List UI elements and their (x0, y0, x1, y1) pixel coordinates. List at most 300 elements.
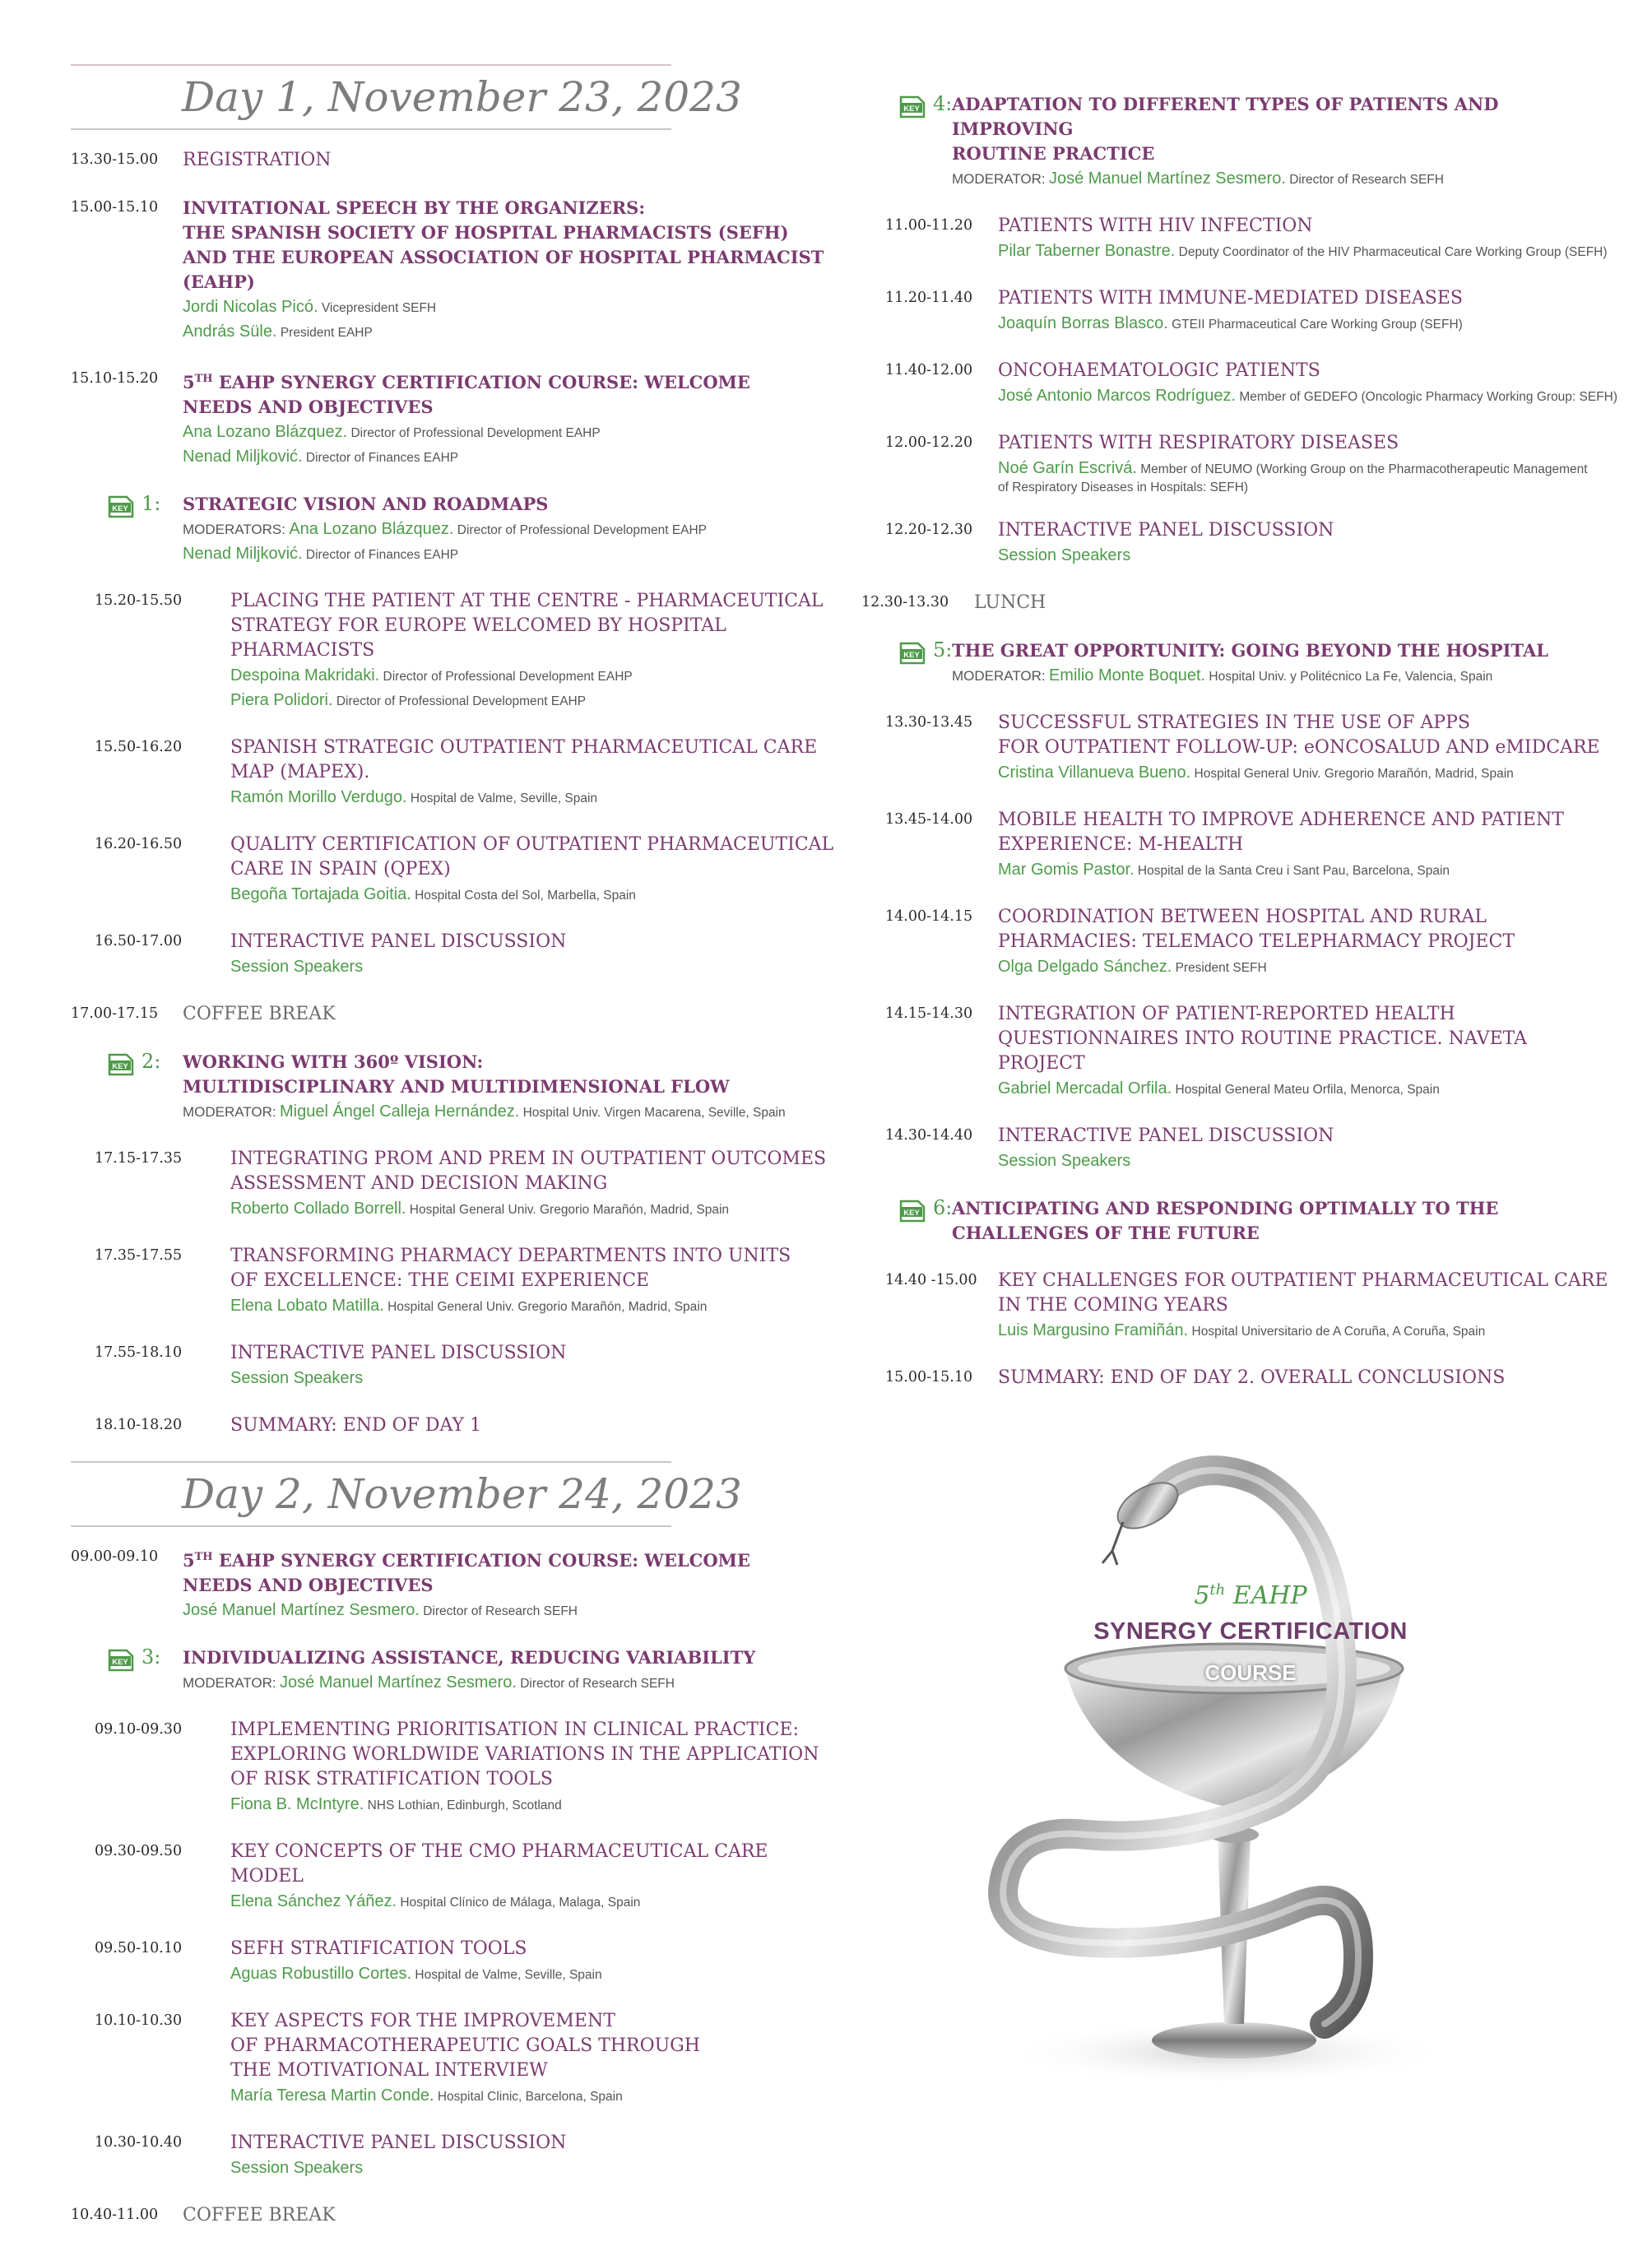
session-title-line (998, 736, 1618, 760)
speaker (230, 1792, 836, 1817)
speaker-name: José Manuel Martínez Sesmero. (183, 1601, 420, 1619)
title-text: SEFH STRATIFICATION TOOLS (230, 1938, 527, 1959)
key-icon (898, 1198, 926, 1224)
title-text: SUMMARY: END OF DAY 1 (230, 1415, 482, 1436)
key-session-body (952, 92, 1618, 191)
session-body (998, 1002, 1618, 1101)
session-body (998, 518, 1618, 568)
svg-text:KEY: KEY (112, 1062, 128, 1071)
title-text: PATIENTS WITH HIV INFECTION (998, 216, 1313, 236)
session-time: 11.40-12.00 (885, 362, 973, 378)
session-time: 15.10-15.20 (71, 370, 159, 387)
speaker (998, 1076, 1618, 1101)
speaker (183, 295, 836, 319)
session-title-line (230, 760, 836, 785)
moderator-label: MODERATOR: (952, 171, 1046, 187)
speaker (998, 1318, 1618, 1343)
speaker-name: Ana Lozano Blázquez. (183, 423, 348, 441)
key-icon (898, 94, 926, 120)
speaker-name: Session Speakers (230, 1369, 364, 1387)
session-body (206, 2009, 836, 2108)
speaker (183, 1598, 836, 1622)
session-body (206, 1840, 836, 1914)
session-title-line (183, 220, 836, 245)
session-title-line (230, 1147, 836, 1172)
schedule-item (861, 1002, 1618, 1101)
speaker-name: Olga Delgado Sánchez. (998, 958, 1172, 976)
moderator-affiliation: Director of Research SEFH (1289, 173, 1444, 187)
session-title-line (230, 2131, 836, 2156)
key-badge-icon (898, 640, 926, 666)
key-session-body (183, 492, 836, 566)
speaker-name: Piera Polidori. (230, 691, 333, 709)
session-time: 15.00-15.10 (885, 1369, 973, 1385)
session-time: 10.30-10.40 (95, 2134, 183, 2151)
session-time: 16.50-17.00 (95, 933, 183, 949)
session-title-line (230, 1413, 836, 1438)
session-title-line (183, 1545, 836, 1573)
title-text: IMPLEMENTING PRIORITISATION IN CLINICAL PRACTICE: (230, 1720, 799, 1740)
session-time: 12.20-12.30 (885, 522, 973, 538)
session-title-line (230, 857, 836, 882)
session-time: 14.00-14.15 (885, 908, 973, 925)
key-session-title-line: ADAPTATION TO DIFFERENT TYPES OF PATIENTS AND IMPROVING (952, 94, 1499, 139)
speaker-name: Fiona B. McIntyre. (230, 1795, 364, 1813)
session-title-line (998, 1027, 1618, 1076)
key-number: 6: (933, 1196, 953, 1219)
session-title-line (230, 2034, 836, 2058)
session-body (998, 905, 1618, 979)
session-time: 10.10-10.30 (95, 2012, 183, 2029)
session-title-line (998, 808, 1618, 833)
speaker (998, 383, 1618, 408)
session-body (206, 2131, 836, 2180)
speaker-name: Noé Garín Escrivá. (998, 459, 1137, 477)
key-icon (107, 1647, 135, 1673)
session-title-line (230, 1840, 836, 1889)
title-text: INTERACTIVE PANEL DISCUSSION (230, 1343, 567, 1363)
session-time: 14.30-14.40 (885, 1127, 973, 1144)
speaker-affiliation: Hospital Universitario de A Coruña, A Coruña, Spain (1191, 1325, 1486, 1339)
logo-edition (1086, 1581, 1415, 1610)
title-text: OF PHARMACOTHERAPEUTIC GOALS THROUGH (230, 2035, 700, 2056)
speaker-affiliation: Director of Research SEFH (423, 1604, 578, 1618)
session-body (206, 736, 836, 810)
title-text: NEEDS AND OBJECTIVES (183, 397, 434, 417)
speaker (230, 954, 836, 979)
speaker-affiliation: Hospital Clínico de Málaga, Malaga, Spain (400, 1896, 641, 1910)
title-text: PHARMACISTS (230, 640, 375, 661)
day2-bottom-rule (71, 1525, 671, 1527)
title-text: INVITATIONAL SPEECH BY THE ORGANIZERS: (183, 197, 646, 218)
title-text: EXPLORING WORLDWIDE VARIATIONS IN THE APPLICATION (230, 1744, 819, 1765)
session-title-line (230, 1244, 836, 1269)
speaker-affiliation: Hospital General Univ. Gregorio Marañón, Madrid, Spain (409, 1203, 730, 1217)
title-text: COORDINATION BETWEEN HOSPITAL AND RURAL (998, 907, 1487, 927)
schedule-item (71, 1002, 836, 1027)
key-badge-icon (107, 1051, 135, 1078)
session-time: 09.10-09.30 (95, 1721, 183, 1738)
speaker-name: José Antonio Marcos Rodríguez. (998, 387, 1237, 405)
key-session-title: THE GREAT OPPORTUNITY: GOING BEYOND THE HOSPITAL (952, 640, 1549, 661)
speaker-affiliation-cont: of Respiratory Diseases in Hospitals: SEFH) (998, 480, 1249, 494)
speaker-affiliation: Director of Professional Development EAHP (336, 694, 587, 708)
session-title: COFFEE BREAK (183, 2205, 336, 2225)
key-badge (861, 92, 952, 191)
session-title-line (183, 367, 836, 395)
moderator-row (183, 517, 836, 541)
key-badge (861, 638, 952, 688)
title-text: ASSESSMENT AND DECISION MAKING (230, 1173, 608, 1194)
key-session-title-line: WORKING WITH 360º VISION: (183, 1051, 484, 1072)
session-title-line (998, 286, 1618, 311)
speaker-affiliation: Hospital de Valme, Seville, Spain (415, 1968, 602, 1982)
session-body (998, 1366, 1618, 1390)
session-title-line (998, 1124, 1618, 1149)
left-column (71, 0, 836, 2251)
speaker (183, 444, 836, 469)
session-time: 14.40 -15.00 (885, 1272, 977, 1288)
speaker (183, 420, 836, 444)
session-title-line (230, 614, 836, 638)
session-title-line (998, 214, 1618, 239)
schedule-item (71, 736, 836, 810)
session-body (998, 286, 1618, 336)
session-title-line (230, 736, 836, 760)
moderator-label: MODERATOR: (183, 1675, 276, 1691)
key-session-body (183, 1645, 836, 1695)
day1-header (71, 64, 836, 130)
speaker-name: András Süle. (183, 323, 277, 341)
session-time: 16.20-16.50 (95, 836, 183, 852)
title-text: CARE IN SPAIN (QPEX) (230, 859, 451, 880)
schedule-item (861, 431, 1618, 495)
key-icon (107, 494, 135, 520)
moderator-row (183, 541, 836, 566)
moderator-name: Emilio Monte Boquet. (1048, 666, 1206, 685)
session-time: 15.50-16.20 (95, 739, 183, 755)
key-number: 1: (142, 492, 161, 515)
title-text: THE SPANISH SOCIETY OF HOSPITAL PHARMACISTS (SEFH) (183, 222, 789, 243)
session-time: 17.35-17.55 (95, 1247, 183, 1264)
moderator-label: MODERATOR: (952, 668, 1046, 684)
speaker-name: Session Speakers (998, 1152, 1131, 1170)
moderator-name: Miguel Ángel Calleja Hernández. (279, 1102, 520, 1121)
key-session-header (861, 1196, 1618, 1246)
speaker-name: Mar Gomis Pastor. (998, 861, 1135, 879)
day1-title: Day 1, November 23, 2023 (182, 73, 742, 121)
title-text: INTEGRATION OF PATIENT-REPORTED HEALTH (998, 1004, 1455, 1024)
key-icon (107, 1051, 135, 1078)
schedule-item (861, 518, 1618, 568)
session-title-line (183, 1573, 836, 1598)
key-session-header (861, 638, 1618, 688)
speaker-affiliation: Deputy Coordinator of the HIV Pharmaceutical Care Working Group (SEFH) (1178, 245, 1608, 259)
session-body (998, 359, 1618, 408)
moderator-affiliation: Hospital Univ. y Politécnico La Fe, Valencia, Spain (1209, 670, 1493, 684)
schedule-item (71, 196, 836, 344)
title-text: PHARMACIES: TELEMACO TELEPHARMACY PROJECT (998, 931, 1515, 952)
key-session-header (861, 92, 1618, 191)
session-title-line (998, 930, 1618, 954)
schedule-item (71, 367, 836, 469)
speaker-affiliation: Hospital General Mateu Orfila, Menorca, Spain (1175, 1083, 1440, 1097)
speaker-name: María Teresa Martin Conde. (230, 2086, 434, 2105)
title-text: INTERACTIVE PANEL DISCUSSION (998, 1126, 1334, 1146)
title-text: PATIENTS WITH RESPIRATORY DISEASES (998, 433, 1399, 453)
speaker-affiliation: President SEFH (1175, 961, 1267, 975)
speaker-affiliation: Hospital General Univ. Gregorio Marañón, Madrid, Spain (387, 1300, 708, 1314)
speaker-affiliation: Hospital Costa del Sol, Marbella, Spain (415, 889, 636, 903)
speaker (230, 2156, 836, 2180)
logo-edition-suffix: th (1209, 1581, 1226, 1599)
schedule-item (71, 1937, 836, 1986)
session-body (183, 1002, 836, 1027)
session-time: 11.00-11.20 (885, 217, 973, 234)
speaker-name: Ramón Morillo Verdugo. (230, 788, 407, 806)
speaker (998, 239, 1618, 263)
schedule-item (71, 1341, 836, 1390)
session-title-line (998, 518, 1618, 543)
session-title-line (183, 395, 836, 420)
speaker-affiliation: Hospital Clinic, Barcelona, Spain (437, 2090, 623, 2104)
moderator-name: José Manuel Martínez Sesmero. (1048, 169, 1286, 188)
schedule-item (71, 148, 836, 173)
moderator-label: MODERATOR: (183, 1104, 276, 1120)
session-time: 12.00-12.20 (885, 434, 973, 451)
session-time: 15.20-15.50 (95, 592, 183, 609)
schedule-item (861, 214, 1618, 263)
key-badge-icon (107, 1647, 135, 1673)
key-session-body (952, 638, 1618, 688)
speaker-name: Begoña Tortajada Goitia. (230, 885, 411, 903)
title-text: EAHP SYNERGY CERTIFICATION COURSE: WELCOME (212, 372, 750, 392)
speaker-affiliation: Director of Professional Development EAHP (383, 670, 633, 684)
ordinal-suffix: TH (194, 373, 213, 385)
svg-text:KEY: KEY (112, 504, 128, 513)
key-badge (71, 1050, 183, 1124)
schedule-item (71, 1545, 836, 1622)
speaker-name: Despoina Makridaki. (230, 666, 380, 685)
svg-text:KEY: KEY (112, 1658, 128, 1667)
logo-title: SYNERGY CERTIFICATION (1093, 1618, 1408, 1645)
speaker (230, 1366, 836, 1390)
session-title-line (230, 833, 836, 857)
schedule-item (71, 1413, 836, 1438)
speaker (998, 1149, 1618, 1173)
bowl-of-hygieia-icon (979, 1448, 1473, 2106)
title-text: INTERACTIVE PANEL DISCUSSION (230, 931, 567, 952)
speaker-name: Cristina Villanueva Bueno. (998, 763, 1191, 782)
schedule-item (861, 1269, 1618, 1343)
session-body (206, 1341, 836, 1390)
speaker-name: Pilar Taberner Bonastre. (998, 242, 1176, 260)
schedule-item (71, 2009, 836, 2108)
session-title-line (998, 711, 1618, 736)
key-session-title-line: CHALLENGES OF THE FUTURE (952, 1223, 1260, 1243)
title-text: KEY ASPECTS FOR THE IMPROVEMENT (230, 2011, 615, 2031)
speaker-affiliation: Member of GEDEFO (Oncologic Pharmacy Working Group: SEFH) (1239, 390, 1618, 404)
title-text: OF RISK STRATIFICATION TOOLS (230, 1769, 553, 1789)
schedule-item (861, 591, 1618, 615)
key-badge-icon (898, 1198, 926, 1224)
session-body (206, 589, 836, 712)
session-title-line (230, 930, 836, 954)
schedule-item (71, 930, 836, 979)
svg-text:KEY: KEY (903, 104, 920, 114)
day2-title: Day 2, November 24, 2023 (182, 1470, 742, 1518)
schedule-item (861, 359, 1618, 408)
speaker-name: Roberto Collado Borrell. (230, 1200, 406, 1218)
title-text: FOR OUTPATIENT FOLLOW-UP: eONCOSALUD AND eMIDCARE (998, 737, 1600, 758)
session-title-line (230, 1767, 836, 1792)
session-body (183, 367, 836, 469)
session-body (206, 1413, 836, 1438)
title-text: OF EXCELLENCE: THE CEIMI EXPERIENCE (230, 1270, 650, 1291)
session-title-line (230, 1937, 836, 1961)
speaker-affiliation: Hospital de la Santa Creu i Sant Pau, Barcelona, Spain (1137, 864, 1450, 878)
day2-header (71, 1461, 836, 1527)
speaker-affiliation: Hospital de Valme, Seville, Spain (410, 791, 598, 805)
moderator-row (183, 1099, 836, 1124)
session-body (998, 808, 1618, 882)
speaker-name: Luis Margusino Framiñán. (998, 1321, 1189, 1339)
session-title-line (998, 359, 1618, 383)
speaker (998, 857, 1618, 882)
title-text: QUESTIONNAIRES INTO ROUTINE PRACTICE. NAVETA PROJECT (998, 1028, 1528, 1074)
speaker (183, 319, 836, 344)
session-time: 10.40-11.00 (71, 2207, 159, 2223)
key-session-body (952, 1196, 1618, 1246)
speaker-name: Elena Lobato Matilla. (230, 1297, 384, 1315)
session-body (183, 196, 836, 344)
speaker (230, 882, 836, 907)
key-number: 4: (933, 92, 953, 115)
session-body (974, 591, 1618, 615)
key-number: 3: (142, 1645, 161, 1669)
session-title-line (230, 1172, 836, 1196)
moderator-name: José Manuel Martínez Sesmero. (279, 1673, 517, 1692)
session-title-line (998, 905, 1618, 930)
session-title-line (998, 1366, 1618, 1390)
session-body (206, 930, 836, 979)
key-badge-icon (107, 494, 135, 520)
key-number: 2: (142, 1050, 161, 1073)
schedule-item (71, 1244, 836, 1318)
session-title-line (183, 245, 836, 295)
title-text: INTERACTIVE PANEL DISCUSSION (230, 2133, 567, 2153)
moderator-affiliation: Director of Professional Development EAHP (457, 523, 708, 537)
schedule-item (861, 1366, 1618, 1390)
title-text: SPANISH STRATEGIC OUTPATIENT PHARMACEUTICAL CARE (230, 737, 818, 758)
logo-subtitle: COURSE (1204, 1660, 1297, 1685)
session-body (206, 833, 836, 907)
key-badge (861, 1196, 952, 1246)
moderator-row (183, 1670, 836, 1695)
schedule-item (71, 1718, 836, 1817)
day1-bottom-rule (71, 128, 671, 130)
speaker (230, 1293, 836, 1318)
course-logo (979, 1448, 1473, 2106)
session-title: REGISTRATION (183, 150, 332, 170)
right-column (861, 89, 1618, 1413)
schedule-item (71, 2131, 836, 2180)
key-number: 5: (933, 638, 953, 661)
moderator-row (952, 663, 1618, 688)
session-time: 13.30-13.45 (885, 714, 973, 731)
schedule-item (71, 589, 836, 712)
schedule-item (71, 2203, 836, 2228)
speaker (998, 954, 1618, 979)
moderator-label: MODERATORS: (183, 522, 285, 537)
svg-text:KEY: KEY (903, 1209, 920, 1218)
speaker-affiliation: Member of NEUMO (Working Group on the Pharmacotherapeutic Management (1140, 462, 1588, 476)
session-time: 13.30-15.00 (71, 151, 159, 168)
schedule-item (71, 833, 836, 907)
session-body (998, 711, 1618, 785)
title-text: TRANSFORMING PHARMACY DEPARTMENTS INTO UNITS (230, 1246, 791, 1266)
speaker-affiliation: GTEII Pharmaceutical Care Working Group (SEFH) (1172, 318, 1463, 332)
session-body (183, 1545, 836, 1622)
key-icon (898, 640, 926, 666)
moderator-affiliation: Hospital Univ. Virgen Macarena, Seville, Spain (522, 1106, 786, 1120)
title-text: ONCOHAEMATOLOGIC PATIENTS (998, 360, 1320, 381)
session-body (206, 1244, 836, 1318)
speaker-name: Joaquín Borras Blasco. (998, 314, 1168, 332)
key-session-header (71, 1645, 836, 1695)
moderator-affiliation: Director of Finances EAHP (305, 548, 459, 562)
session-title: LUNCH (974, 592, 1046, 613)
session-body (998, 1124, 1618, 1173)
logo-edition-number: 5 (1194, 1581, 1210, 1610)
key-session-body (183, 1050, 836, 1124)
title-text: SUCCESSFUL STRATEGIES IN THE USE OF APPS (998, 712, 1470, 733)
schedule-item (71, 1147, 836, 1221)
session-time: 09.50-10.10 (95, 1940, 183, 1956)
key-session-header (71, 1050, 836, 1124)
key-badge-icon (898, 94, 926, 120)
session-title-line (998, 833, 1618, 857)
speaker (230, 1196, 836, 1221)
session-title-line (230, 1743, 836, 1767)
session-title-line (998, 1269, 1618, 1293)
session-body (183, 148, 836, 173)
title-text: QUALITY CERTIFICATION OF OUTPATIENT PHARMACEUTICAL (230, 834, 834, 855)
session-time: 11.20-11.40 (885, 290, 973, 306)
speaker-affiliation: Hospital General Univ. Gregorio Marañón, Madrid, Spain (1194, 767, 1514, 781)
title-text: MAP (MAPEX). (230, 762, 370, 782)
session-title-line (183, 196, 836, 220)
title-text: EXPERIENCE: M-HEALTH (998, 834, 1244, 855)
key-badge (71, 1645, 183, 1695)
key-session-title-line: ANTICIPATING AND RESPONDING OPTIMALLY TO THE (952, 1198, 1499, 1218)
speaker (230, 2083, 836, 2108)
session-time: 17.15-17.35 (95, 1150, 183, 1167)
title-text: INTEGRATING PROM AND PREM IN OUTPATIENT OUTCOMES (230, 1149, 827, 1169)
schedule-item (71, 1840, 836, 1914)
speaker (230, 688, 836, 712)
session-time: 15.00-15.10 (71, 199, 159, 216)
title-text: NEEDS AND OBJECTIVES (183, 1575, 434, 1595)
speaker-name: Session Speakers (998, 546, 1131, 564)
title-text: SUMMARY: END OF DAY 2. OVERALL CONCLUSIONS (998, 1367, 1506, 1388)
session-title: COFFEE BREAK (183, 1004, 336, 1024)
session-title-line (230, 638, 836, 663)
title-text: PLACING THE PATIENT AT THE CENTRE - PHARMACEUTICAL (230, 591, 824, 611)
speaker (230, 1961, 836, 1986)
session-title-line (230, 1718, 836, 1743)
title-text: MOBILE HEALTH TO IMPROVE ADHERENCE AND PATIENT (998, 810, 1564, 830)
